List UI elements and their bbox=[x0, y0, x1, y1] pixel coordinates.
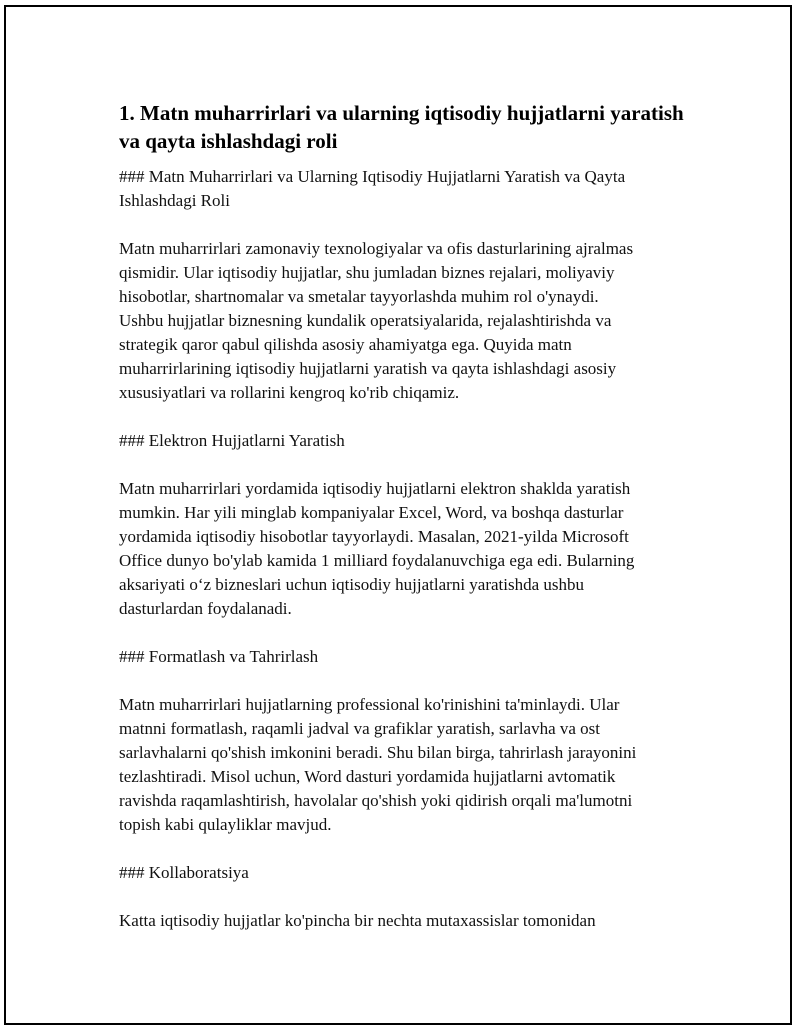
paragraph-line: yordamida iqtisodiy hisobotlar tayyorlaydi. Masalan, 2021-yilda Microsoft bbox=[119, 527, 629, 546]
heading-line: ### Matn Muharrirlari va Ularning Iqtisodiy Hujjatlarni Yaratish va Qayta bbox=[119, 167, 626, 186]
paragraph-line: Katta iqtisodiy hujjatlar ko'pincha bir nechta mutaxassislar tomonidan bbox=[119, 911, 596, 930]
paragraph-line: tezlashtiradi. Misol uchun, Word dasturi yordamida hujjatlarni avtomatik bbox=[119, 767, 616, 786]
paragraph-line: matnni formatlash, raqamli jadval va grafiklar yaratish, sarlavha va ost bbox=[119, 719, 601, 738]
heading-line: Ishlashdagi Roli bbox=[119, 191, 230, 210]
formatting-paragraph bbox=[119, 693, 699, 837]
paragraph-line: qismidir. Ular iqtisodiy hujjatlar, shu jumladan biznes rejalari, moliyaviy bbox=[119, 263, 615, 282]
paragraph-line: strategik qaror qabul qilishda asosiy ahamiyatga ega. Quyida matn bbox=[119, 335, 572, 354]
paragraph-line: sarlavhalarni qo'shish imkonini beradi. Shu bilan birga, tahrirlash jarayonini bbox=[119, 743, 637, 762]
paragraph-line: ravishda raqamlashtirish, havolalar qo'shish yoki qidirish orqali ma'lumotni bbox=[119, 791, 633, 810]
intro-paragraph bbox=[119, 237, 699, 405]
heading-line: ### Kollaboratsiya bbox=[119, 863, 249, 882]
paragraph-line: xususiyatlari va rollarini kengroq ko'rib chiqamiz. bbox=[119, 383, 460, 402]
paragraph-line: muharrirlarining iqtisodiy hujjatlarni yaratish va qayta ishlashdagi asosiy bbox=[119, 359, 617, 378]
paragraph-line: topish kabi qulayliklar mavjud. bbox=[119, 815, 332, 834]
document-content bbox=[119, 99, 699, 957]
page-frame bbox=[4, 5, 792, 1025]
heading-line: ### Formatlash va Tahrirlash bbox=[119, 647, 319, 666]
heading-line: ### Elektron Hujjatlarni Yaratish bbox=[119, 431, 345, 450]
paragraph-line: mumkin. Har yili minglab kompaniyalar Excel, Word, va boshqa dasturlar bbox=[119, 503, 624, 522]
paragraph-line: dasturlardan foydalanadi. bbox=[119, 599, 292, 618]
paragraph-line: Matn muharrirlari zamonaviy texnologiyalar va ofis dasturlarining ajralmas bbox=[119, 239, 634, 258]
document-title bbox=[119, 99, 699, 155]
section-heading bbox=[119, 429, 699, 453]
title-line: 1. Matn muharrirlari va ularning iqtisodiy hujjatlarni yaratish bbox=[119, 101, 684, 125]
paragraph-line: Matn muharrirlari hujjatlarning professional ko'rinishini ta'minlaydi. Ular bbox=[119, 695, 620, 714]
electronic-documents-paragraph bbox=[119, 477, 699, 621]
paragraph-line: aksariyati o‘z bizneslari uchun iqtisodiy hujjatlarni yaratishda ushbu bbox=[119, 575, 585, 594]
paragraph-line: hisobotlar, shartnomalar va smetalar tayyorlashda muhim rol o'ynaydi. bbox=[119, 287, 599, 306]
section-heading bbox=[119, 165, 699, 213]
paragraph-line: Ushbu hujjatlar biznesning kundalik operatsiyalarida, rejalashtirishda va bbox=[119, 311, 612, 330]
title-line: va qayta ishlashdagi roli bbox=[119, 129, 338, 153]
collaboration-paragraph bbox=[119, 909, 699, 933]
section-heading bbox=[119, 861, 699, 885]
section-heading bbox=[119, 645, 699, 669]
paragraph-line: Matn muharrirlari yordamida iqtisodiy hujjatlarni elektron shaklda yaratish bbox=[119, 479, 631, 498]
paragraph-line: Office dunyo bo'ylab kamida 1 milliard foydalanuvchiga ega edi. Bularning bbox=[119, 551, 635, 570]
